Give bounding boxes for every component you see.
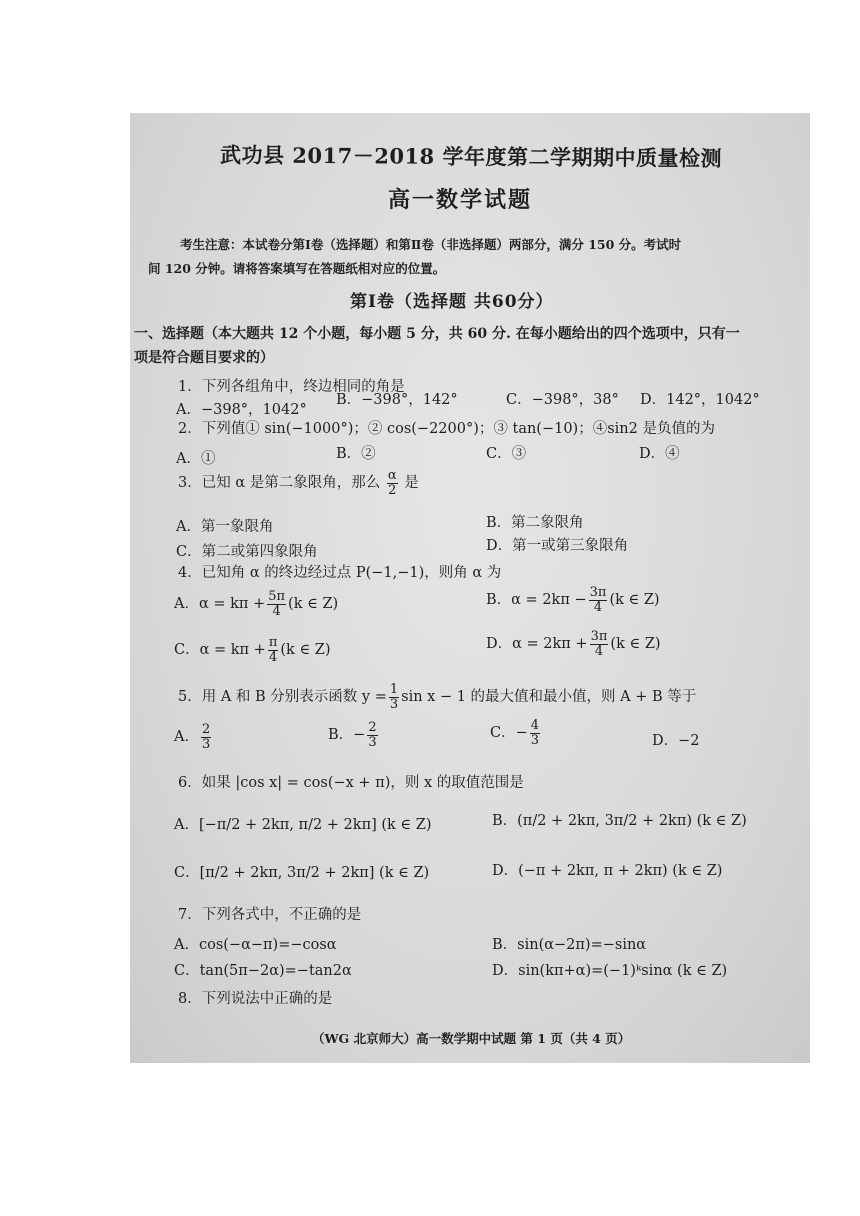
- exam-page: [130, 113, 810, 1063]
- question-7-option-d: D．sin(kπ+α)=(−1)ᵏsinα (k ∈ Z): [492, 963, 728, 979]
- question-3-option-b: B．第二象限角: [486, 515, 584, 531]
- question-4-option-b: B．α = 2kπ − $\frac{3\pi}{4}$ (k ∈ Z): [486, 585, 660, 615]
- question-1-option-c: C．−398°，38°: [506, 392, 619, 408]
- question-5-option-d: D．−2: [652, 733, 700, 749]
- question-2-option-a: A．①: [176, 451, 216, 467]
- part-title: 第Ⅰ卷（选择题 共60分）: [350, 292, 554, 312]
- section-instructions-2: 项是符合题目要求的）: [134, 350, 274, 366]
- alpha-over-2-fraction: $\frac{\alpha}{2}$: [387, 468, 397, 498]
- question-6-option-c: C．[π/2 + 2kπ, 3π/2 + 2kπ] (k ∈ Z): [174, 865, 430, 881]
- question-2-option-b: B．②: [336, 446, 376, 462]
- section-instructions-1: 一、选择题（本大题共 12 个小题，每小题 5 分，共 60 分. 在每小题给出的四个选项中，只有一: [134, 326, 740, 342]
- exam-subtitle: 高一数学试题: [388, 187, 533, 213]
- question-4-option-d: D．α = 2kπ + $\frac{3\pi}{4}$ (k ∈ Z): [486, 629, 661, 659]
- notice-line-2: 间 120 分钟。请将答案填写在答题纸相对应的位置。: [148, 261, 446, 276]
- question-3-option-d: D．第一或第三象限角: [486, 538, 629, 554]
- question-6-option-b: B．(π/2 + 2kπ, 3π/2 + 2kπ) (k ∈ Z): [492, 813, 747, 829]
- question-6-option-d: D．(−π + 2kπ, π + 2kπ) (k ∈ Z): [492, 863, 723, 879]
- question-3-option-c: C．第二或第四象限角: [176, 544, 318, 560]
- notice-line-1: 考生注意：本试卷分第Ⅰ卷（选择题）和第Ⅱ卷（非选择题）两部分，满分 150 分。考试时: [180, 237, 682, 252]
- question-8-stem: 8．下列说法中正确的是: [178, 991, 333, 1007]
- question-1-stem: 1．下列各组角中，终边相同的角是: [178, 379, 405, 395]
- question-7-stem: 7．下列各式中，不正确的是: [178, 907, 362, 923]
- question-3-option-a: A．第一象限角: [176, 519, 274, 535]
- question-1-option-b: B．−398°，142°: [336, 392, 458, 408]
- question-5-stem: 5．用 A 和 B 分别表示函数 y = $\frac{1}{3}$ sin x − 1 的最大值和最小值，则 A + B 等于: [178, 682, 697, 712]
- question-1-option-d: D．142°，1042°: [640, 392, 760, 408]
- question-3-stem-text: 3．已知 α 是第二象限角，那么: [178, 475, 381, 492]
- question-3-stem: 3．已知 α 是第二象限角，那么 $\frac{\alpha}{2}$ 是: [178, 468, 419, 498]
- question-2-stem: 2．下列值① sin(−1000°)；② cos(−2200°)；③ tan(−10)；④sin2 是负值的为: [178, 421, 715, 437]
- question-4-option-c: C．α = kπ + $\frac{\pi}{4}$ (k ∈ Z): [174, 635, 331, 665]
- page-footer: （WG 北京师大）高一数学期中试题 第 1 页（共 4 页）: [312, 1031, 631, 1046]
- question-6-stem: 6．如果 |cos x| = cos(−x + π)，则 x 的取值范围是: [178, 775, 524, 791]
- question-5-option-c: C．− $\frac{4}{3}$: [490, 718, 540, 748]
- question-5-option-a: A． $\frac{2}{3}$: [174, 722, 211, 752]
- exam-title: 武功县 2017－2018 学年度第二学期期中质量检测: [219, 142, 723, 171]
- question-7-option-a: A．cos(−α−π)=−cosα: [174, 937, 337, 953]
- question-6-option-a: A．[−π/2 + 2kπ, π/2 + 2kπ] (k ∈ Z): [174, 817, 432, 833]
- question-4-stem: 4．已知角 α 的终边经过点 P(−1,−1)，则角 α 为: [178, 565, 502, 581]
- question-7-option-b: B．sin(α−2π)=−sinα: [492, 937, 647, 953]
- question-2-option-d: D．④: [639, 446, 680, 462]
- question-1-option-a: A．−398°，1042°: [176, 402, 307, 418]
- question-5-option-b: B．− $\frac{2}{3}$: [328, 720, 377, 750]
- question-7-option-c: C．tan(5π−2α)=−tan2α: [174, 963, 352, 979]
- question-4-option-a: A．α = kπ + $\frac{5\pi}{4}$ (k ∈ Z): [174, 589, 339, 619]
- question-2-option-c: C．③: [486, 446, 527, 462]
